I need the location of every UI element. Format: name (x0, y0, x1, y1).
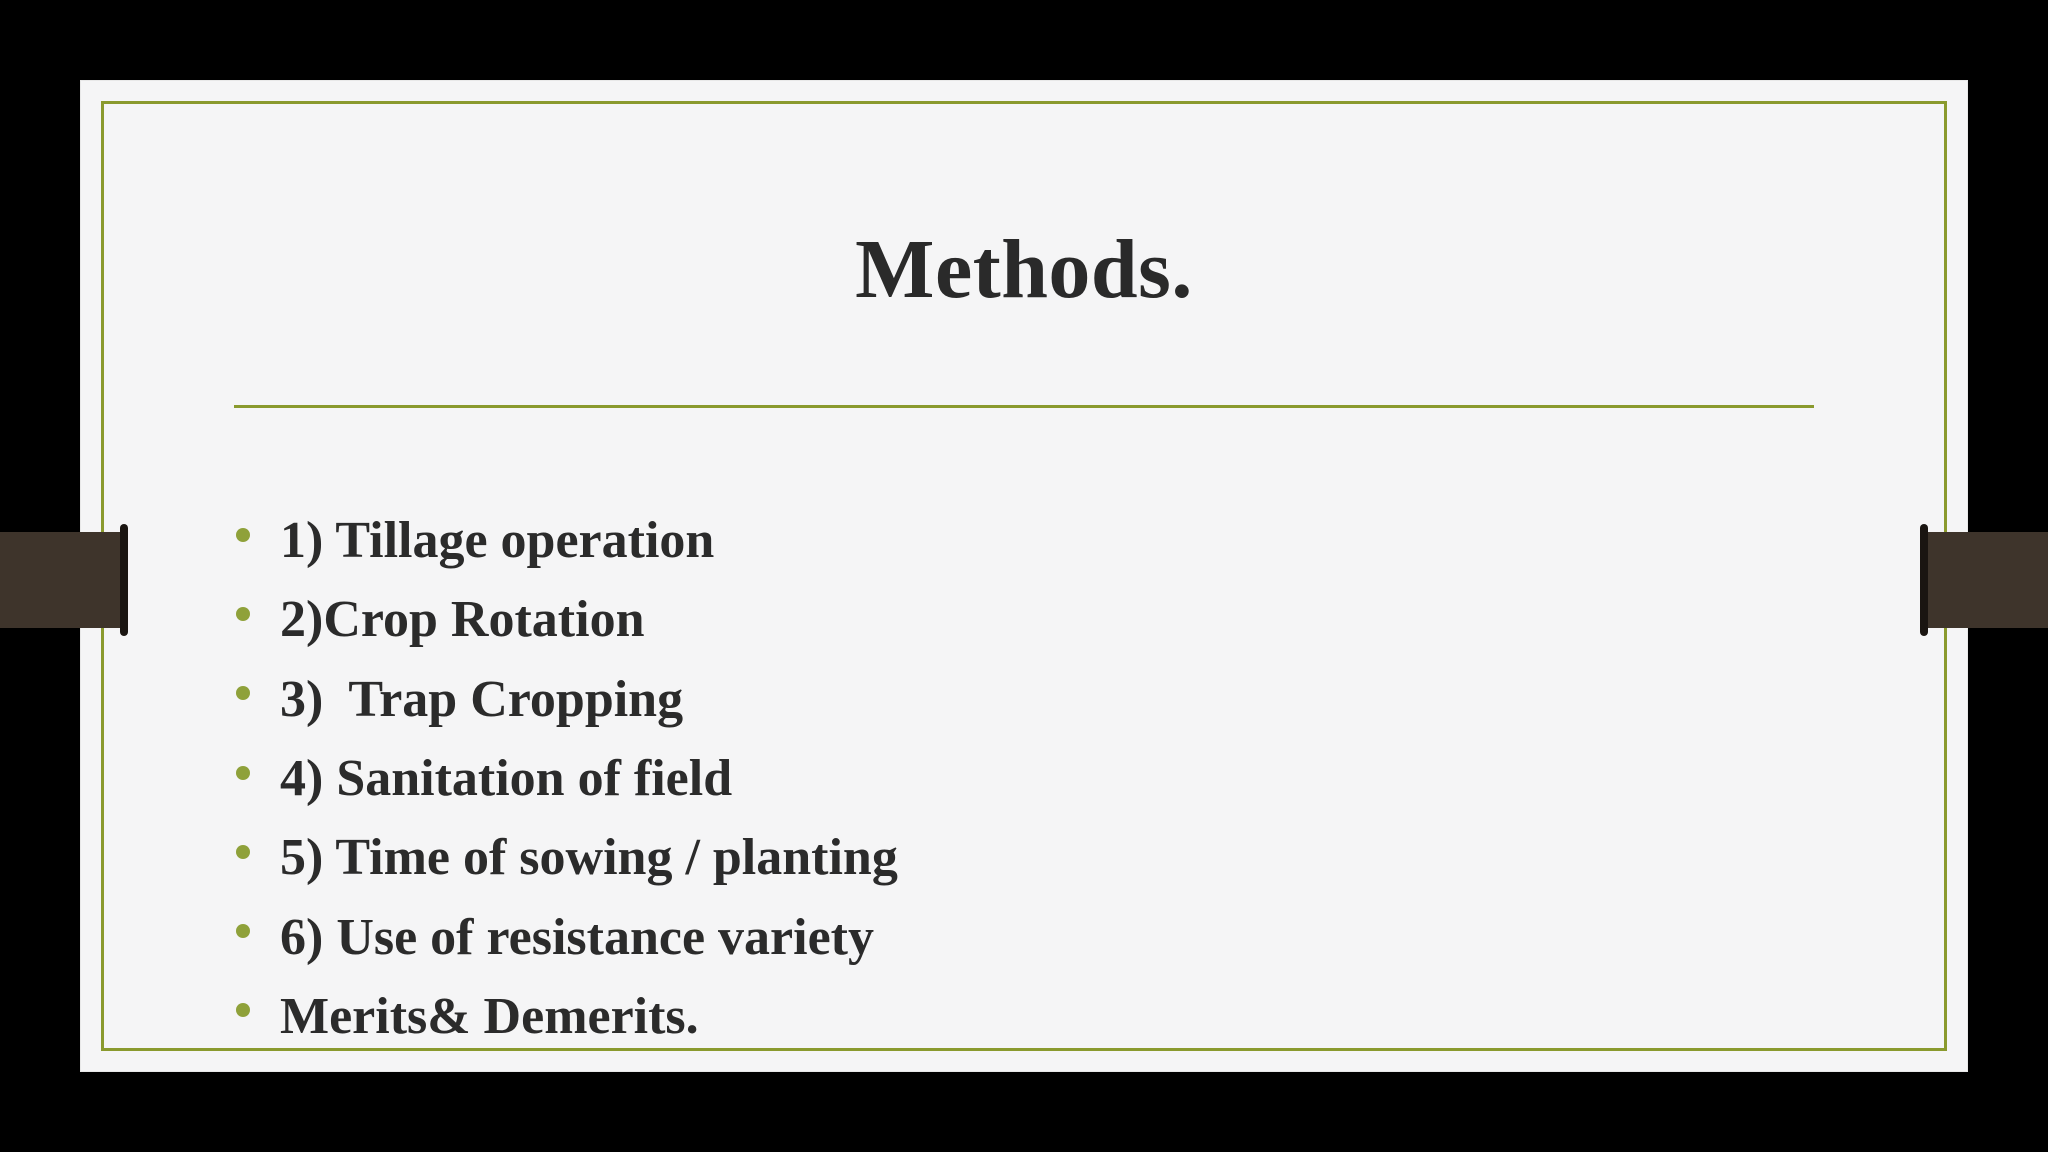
bullet-text: 5) Time of sowing / planting (280, 829, 898, 887)
list-item (234, 660, 898, 739)
binder-clip-left (120, 524, 128, 636)
binder-clip-right (1920, 524, 1928, 636)
bullet-text: 3) Trap Cropping (280, 670, 684, 728)
bullet-dot-icon (236, 766, 250, 780)
bullet-dot-icon (236, 1003, 250, 1017)
list-item (234, 739, 898, 818)
list-item (234, 818, 898, 897)
bullet-list (234, 501, 898, 1056)
bullet-dot-icon (236, 607, 250, 621)
bullet-dot-icon (236, 528, 250, 542)
list-item (234, 897, 898, 976)
bullet-text: 4) Sanitation of field (280, 750, 733, 808)
bullet-dot-icon (236, 845, 250, 859)
title-divider (234, 405, 1814, 408)
bullet-text: 1) Tillage operation (280, 512, 715, 570)
list-item (234, 580, 898, 659)
bullet-dot-icon (236, 924, 250, 938)
slide (81, 81, 1967, 1071)
bullet-text: 2)Crop Rotation (280, 591, 645, 649)
binder-tab-right (1920, 532, 2048, 628)
slide-title: Methods. (855, 223, 1193, 316)
list-item (234, 977, 898, 1056)
bullet-dot-icon (236, 686, 250, 700)
binder-tab-left (0, 532, 128, 628)
bullet-text: Merits& Demerits. (280, 987, 699, 1045)
list-item (234, 501, 898, 580)
bullet-text: 6) Use of resistance variety (280, 908, 874, 966)
